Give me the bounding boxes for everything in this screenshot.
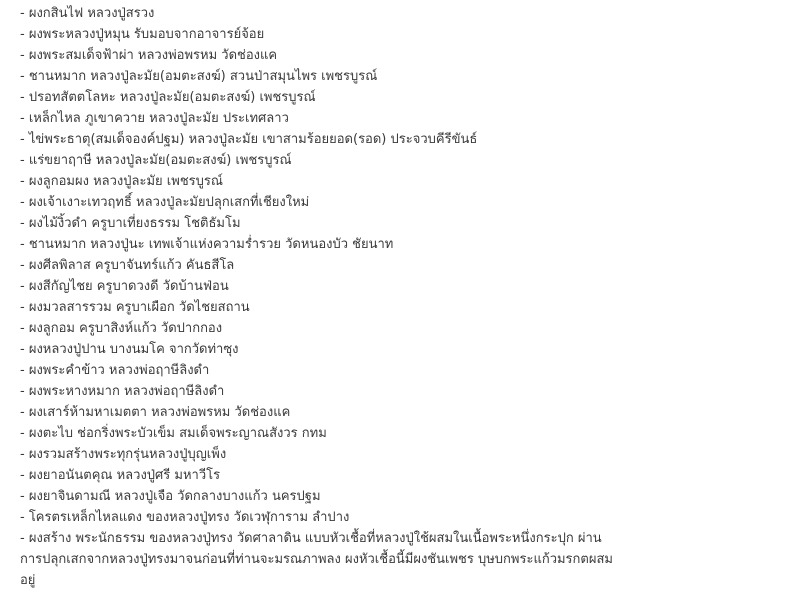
list-item: - ผงพระหางหมาก หลวงพ่อฤาษีลิงดำ [20, 384, 225, 399]
list-item: - ผงเจ้าเงาะเทวฤทธิ์ หลวงปู่ละมัยปลุกเสกที่เชียงใหม่ [20, 195, 310, 210]
list-item: - ผงเสาร์ห้ามหาเมตตา หลวงพ่อพรหม วัดช่องแค [20, 405, 291, 420]
list-item: - ผงยาจินดามณี หลวงปู่เจือ วัดกลางบางแก้ว นครปฐม [20, 489, 321, 504]
list-item: - เหล็กไหล ภูเขาควาย หลวงปู่ละมัย ประเทศลาว [20, 111, 289, 126]
list-item: - ผงสีกัญไชย ครูบาดวงดี วัดบ้านฟ่อน [20, 279, 229, 294]
list-item: - ผงรวมสร้างพระทุกรุ่นหลวงปู่บุญเพ็ง [20, 447, 227, 462]
list-item: - ปรอทสัตตโลหะ หลวงปู่ละมัย(อมตะสงฆ์) เพชรบูรณ์ [20, 90, 316, 105]
document-body [20, 3, 780, 591]
list-item: - ไข่พระธาตุ(สมเด็จองค์ปฐม) หลวงปู่ละมัย เขาสามร้อยยอด(รอด) ประจวบคีรีขันธ์ [20, 132, 478, 147]
list-item: - ผงตะไบ ช่อกริ่งพระบัวเข็ม สมเด็จพระญาณสังวร กทม [20, 426, 327, 441]
list-item: - ผงลูกอมผง หลวงปู่ละมัย เพชรบูรณ์ [20, 174, 223, 189]
list-item: - ผงหลวงปู่ปาน บางนมโค จากวัดท่าซุง [20, 342, 239, 357]
list-item-last: - ผงสร้าง พระนักธรรม ของหลวงปู่ทรง วัดศาลาดิน แบบหัวเชื้อที่หลวงปู่ใช้ผสมในเนื้อพระหนึ่งกระปุก ผ่านการปลุกเสกจากหลวงปู่ทรงมาจนก่อนที่ท่านจะมรณภาพลง ผงหัวเชื้อนี้มีผงชันเพชร บุษบกพระแก้วมรกตผสมอยู่ [20, 531, 613, 588]
list-item: - ผงลูกอม ครูบาสิงห์แก้ว วัดปากกอง [20, 321, 223, 336]
list-item: - โครตรเหล็กไหลแดง ของหลวงปู่ทรง วัดเวฬุการาม ลำปาง [20, 510, 350, 525]
list-item: - ผงยาอนันตคุณ หลวงปู่ศรี มหาวีโร [20, 468, 221, 483]
list-item: - ผงไม้งิ้วดำ ครูบาเที่ยงธรรม โชติธัมโม [20, 216, 241, 231]
list-item: - ชานหมาก หลวงปู่ละมัย(อมตะสงฆ์) สวนป่าสมุนไพร เพชรบูรณ์ [20, 69, 378, 84]
list-item: - ชานหมาก หลวงปู่นะ เทพเจ้าแห่งความร่ำรวย วัดหนองบัว ชัยนาท [20, 237, 394, 252]
list-item: - ผงมวลสารรวม ครูบาเผือก วัดไชยสถาน [20, 300, 250, 315]
material-list [20, 3, 780, 528]
list-item: - ผงพระหลวงปู่หมุน รับมอบจากอาจารย์จ้อย [20, 27, 265, 42]
list-item: - ผงศีลพิลาส ครูบาจันทร์แก้ว คันธสีโล [20, 258, 235, 273]
list-item: - ผงพระสมเด็จฟ้าผ่า หลวงพ่อพรหม วัดช่องแค [20, 48, 278, 63]
list-item: - ผงกสินไฟ หลวงปู่สรวง [20, 6, 155, 21]
list-item: - ผงพระคำข้าว หลวงพ่อฤาษีลิงดำ [20, 363, 210, 378]
list-item: - แร่ขยาฤาษี หลวงปู่ละมัย(อมตะสงฆ์) เพชรบูรณ์ [20, 153, 292, 168]
